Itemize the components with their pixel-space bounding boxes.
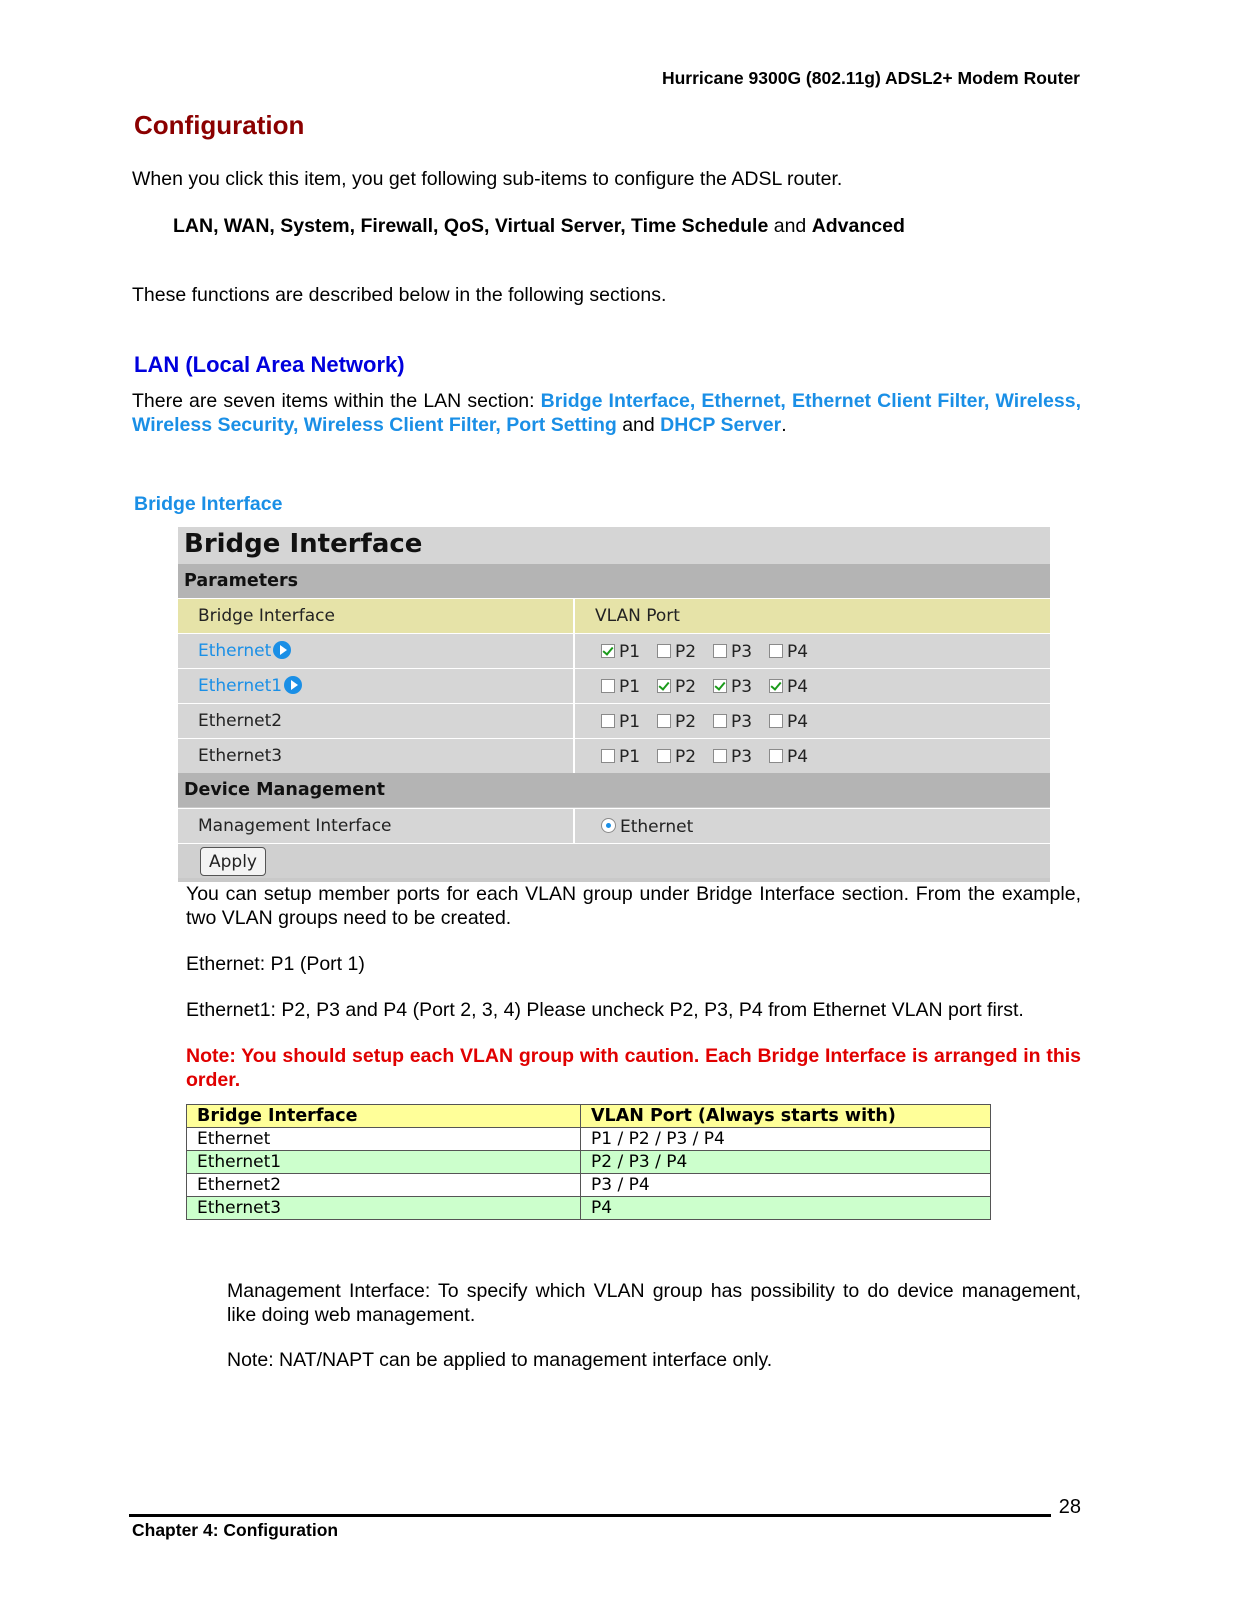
mgmt-label-cell	[178, 809, 575, 843]
table-cell: P4	[581, 1197, 991, 1220]
checkbox-checked-icon[interactable]	[769, 679, 783, 693]
table-cell: Ethernet3	[187, 1197, 581, 1220]
ethernet1-link[interactable]: Ethernet1	[198, 676, 302, 696]
panel-title-bar	[178, 527, 1050, 564]
bridge-row-ethernet1	[178, 668, 1050, 703]
management-interface-description: Management Interface: To specify which VLAN group has possibility to do device management, like doing web management.	[227, 1280, 1081, 1326]
col-left-cell	[178, 599, 575, 633]
checkbox-icon[interactable]	[713, 714, 727, 728]
table-row	[187, 1151, 991, 1174]
apply-row	[178, 843, 1050, 878]
nat-note: Note: NAT/NAPT can be applied to management interface only.	[227, 1349, 773, 1371]
radio-selected-icon[interactable]	[601, 818, 616, 833]
checkbox-icon[interactable]	[769, 714, 783, 728]
port-p2[interactable]: P2	[657, 747, 713, 767]
table-cell: Ethernet1	[187, 1151, 581, 1174]
checkbox-icon[interactable]	[657, 644, 671, 658]
table-header: VLAN Port (Always starts with)	[581, 1105, 991, 1128]
caution-note: Note: You should setup each VLAN group with caution. Each Bridge Interface is arranged in this order.	[186, 1045, 1081, 1091]
port-p3[interactable]: P3	[713, 747, 769, 767]
vlan-description: You can setup member ports for each VLAN group under Bridge Interface section. From the example, two VLAN groups need to be created.	[186, 883, 1081, 929]
page-number: 28	[1058, 1496, 1081, 1518]
parameters-section	[178, 564, 1050, 598]
subitems-last: Advanced	[811, 215, 905, 237]
panel-title: Bridge Interface	[184, 529, 423, 559]
bridge-interface-panel	[178, 527, 1050, 882]
bridge-row-ethernet2	[178, 703, 1050, 738]
port-p1[interactable]: P1	[601, 747, 657, 767]
col-left-label: Bridge Interface	[198, 606, 335, 626]
table-header: Bridge Interface	[187, 1105, 581, 1128]
port-p2[interactable]: P2	[657, 677, 713, 697]
device-management-label: Device Management	[184, 780, 385, 800]
bridge-row-ports-cell	[575, 634, 1050, 668]
ethernet3-label: Ethernet3	[198, 746, 283, 766]
table-cell: P1 / P2 / P3 / P4	[581, 1128, 991, 1151]
col-right-label: VLAN Port	[595, 606, 680, 626]
checkbox-icon[interactable]	[769, 749, 783, 763]
column-header-row	[178, 598, 1050, 633]
bridge-row-name-cell	[178, 669, 575, 703]
checkbox-icon[interactable]	[601, 679, 615, 693]
bridge-row-name-cell	[178, 704, 575, 738]
lan-period: .	[781, 414, 787, 436]
port-p3[interactable]: P3	[713, 677, 769, 697]
port-p1[interactable]: P1	[601, 677, 657, 697]
checkbox-icon[interactable]	[657, 714, 671, 728]
checkbox-checked-icon[interactable]	[601, 644, 615, 658]
port-p4[interactable]: P4	[769, 712, 825, 732]
lan-heading: LAN (Local Area Network)	[134, 352, 405, 377]
checkbox-checked-icon[interactable]	[713, 679, 727, 693]
checkbox-checked-icon[interactable]	[657, 679, 671, 693]
port-p1[interactable]: P1	[601, 642, 657, 662]
table-cell: P3 / P4	[581, 1174, 991, 1197]
lan-and: and	[616, 414, 661, 436]
ethernet1-example: Ethernet1: P2, P3 and P4 (Port 2, 3, 4) Please uncheck P2, P3, P4 from Ethernet VLAN port first.	[186, 999, 1024, 1021]
bridge-row-name-cell	[178, 739, 575, 773]
subitems-and: and	[768, 215, 812, 237]
table-cell: P2 / P3 / P4	[581, 1151, 991, 1174]
table-row	[187, 1197, 991, 1220]
arrow-right-circle-icon[interactable]	[273, 641, 291, 659]
table-header-row	[187, 1105, 991, 1128]
bridge-row-name-cell	[178, 634, 575, 668]
device-management-section	[178, 773, 1050, 807]
checkbox-icon[interactable]	[601, 749, 615, 763]
chapter-footer: Chapter 4: Configuration	[132, 1520, 339, 1540]
bridge-order-table	[186, 1104, 991, 1220]
bridge-row-ethernet3	[178, 738, 1050, 773]
management-interface-row	[178, 808, 1050, 843]
table-cell: Ethernet	[187, 1128, 581, 1151]
bridge-row-ethernet	[178, 633, 1050, 668]
ethernet-link[interactable]: Ethernet	[198, 641, 291, 661]
ethernet-example: Ethernet: P1 (Port 1)	[186, 953, 365, 975]
port-p2[interactable]: P2	[657, 712, 713, 732]
table-row	[187, 1128, 991, 1151]
checkbox-icon[interactable]	[601, 714, 615, 728]
table-row	[187, 1174, 991, 1197]
port-p3[interactable]: P3	[713, 712, 769, 732]
dhcp-server-link[interactable]: DHCP Server	[660, 414, 782, 436]
col-right-cell	[575, 599, 1050, 633]
lan-lead: There are seven items within the LAN section:	[132, 390, 541, 412]
checkbox-icon[interactable]	[713, 749, 727, 763]
apply-button[interactable]: Apply	[200, 847, 266, 876]
bridge-row-ports-cell	[575, 669, 1050, 703]
port-p1[interactable]: P1	[601, 712, 657, 732]
checkbox-icon[interactable]	[713, 644, 727, 658]
lan-links[interactable]: Bridge Interface, Ethernet, Ethernet Client Filter, Wireless, Wireless Security, Wireless Client Filter, Port Setting	[132, 390, 1081, 436]
functions-text: These functions are described below in the following sections.	[132, 284, 667, 306]
port-p4[interactable]: P4	[769, 642, 825, 662]
management-radio-option[interactable]: Ethernet	[601, 817, 693, 837]
arrow-right-circle-icon[interactable]	[284, 676, 302, 694]
checkbox-icon[interactable]	[769, 644, 783, 658]
parameters-label: Parameters	[184, 571, 298, 591]
intro-text: When you click this item, you get following sub-items to configure the ADSL router.	[132, 168, 843, 190]
lan-paragraph	[132, 389, 1081, 437]
bridge-interface-heading: Bridge Interface	[134, 493, 283, 515]
table-cell: Ethernet2	[187, 1174, 581, 1197]
port-p4[interactable]: P4	[769, 677, 825, 697]
bridge-row-ports-cell	[575, 739, 1050, 773]
bridge-row-ports-cell	[575, 704, 1050, 738]
subitems-list: LAN, WAN, System, Firewall, QoS, Virtual Server, Time Schedule	[173, 215, 769, 237]
subitems-line	[173, 214, 905, 238]
port-p3[interactable]: P3	[713, 642, 769, 662]
checkbox-icon[interactable]	[657, 749, 671, 763]
mgmt-value-cell	[575, 809, 1050, 843]
section-title: Configuration	[134, 110, 305, 140]
port-p2[interactable]: P2	[657, 642, 713, 662]
management-interface-label: Management Interface	[198, 816, 392, 836]
footer-rule	[129, 1514, 1051, 1517]
running-header: Hurricane 9300G (802.11g) ADSL2+ Modem Router	[661, 68, 1080, 88]
port-p4[interactable]: P4	[769, 747, 825, 767]
ethernet2-label: Ethernet2	[198, 711, 283, 731]
